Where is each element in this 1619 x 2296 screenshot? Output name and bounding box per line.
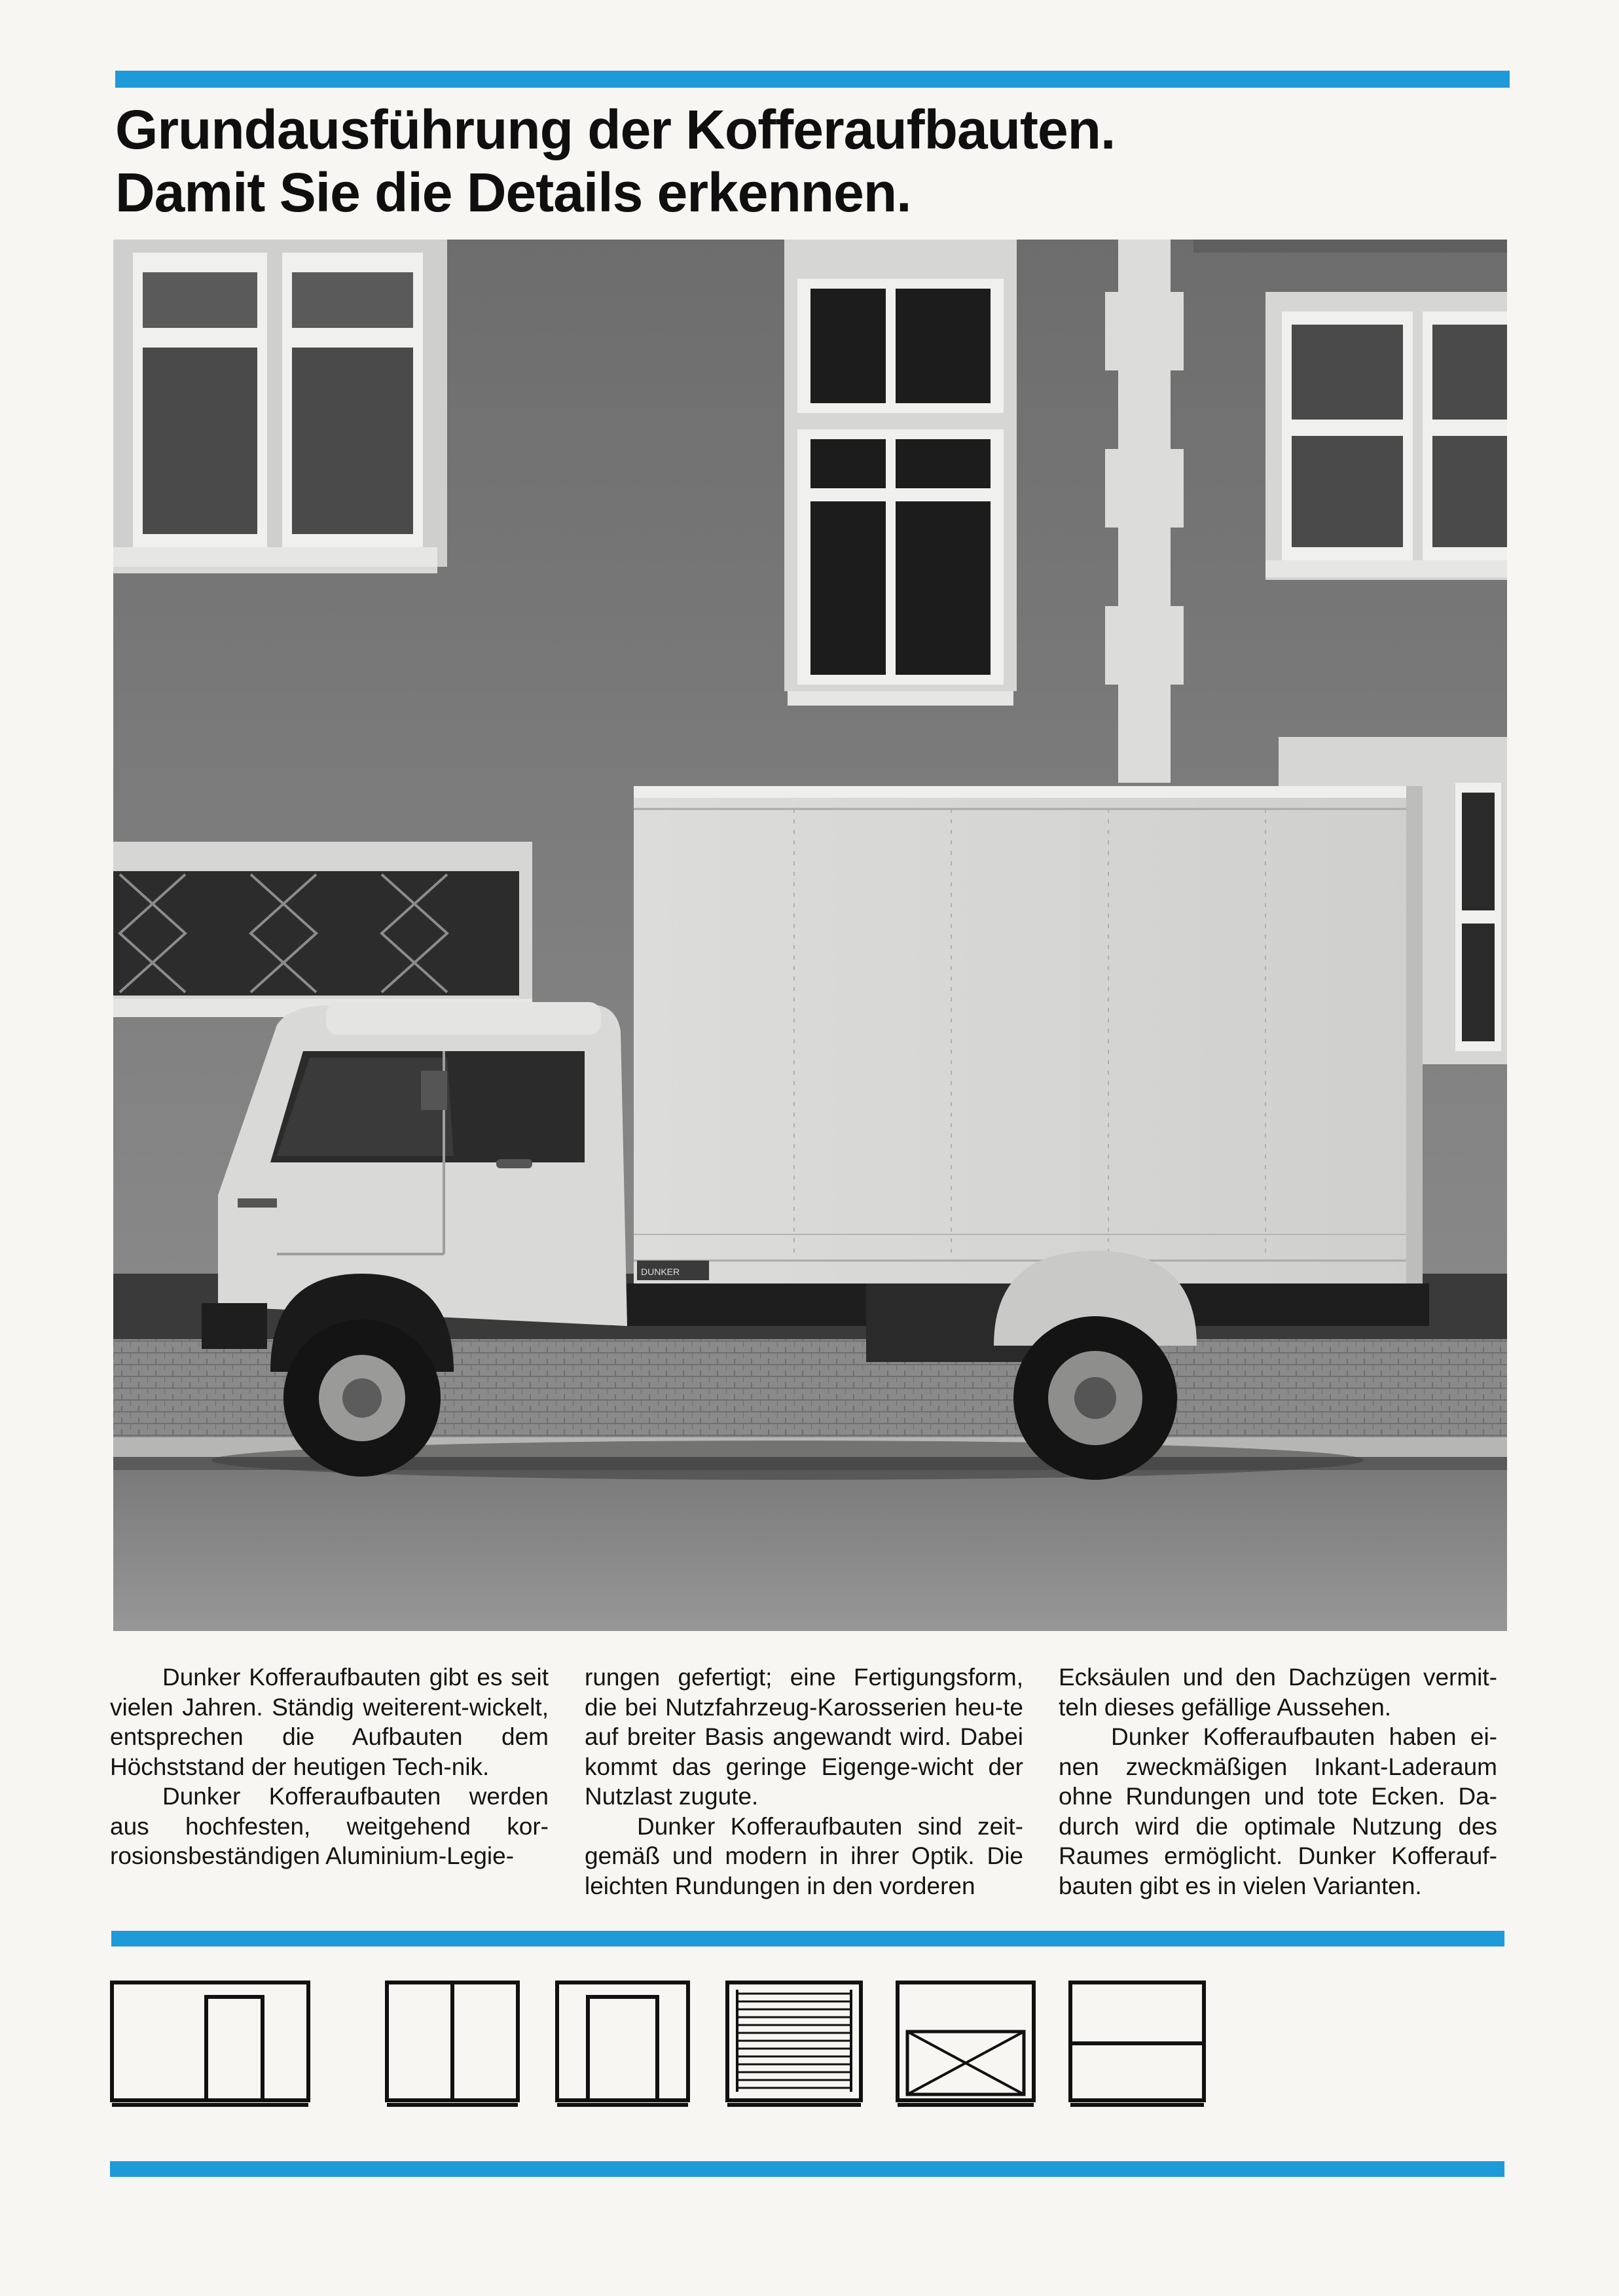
paragraph: rungen gefertigt; eine Fertigungsform, die bei Nutzfahrzeug-Karosserien heu-te auf breiter Basis angewandt wird. Dabei kommt das geringe Eigenge-wicht der Nutzlast zugute. (585, 1664, 1023, 1810)
paragraph: Ecksäulen und den Dachzügen vermit-teln dieses gefällige Aussehen. (1059, 1664, 1497, 1721)
paragraph: Dunker Kofferaufbauten sind zeit-gemäß und modern in ihrer Optik. Die leichten Rundungen in den vorderen (585, 1812, 1023, 1899)
single-side-door-icon (110, 1981, 310, 2110)
page-title (115, 98, 1510, 224)
box-plate: DUNKER (641, 1266, 680, 1277)
middle-blue-rule (111, 1931, 1504, 1946)
single-door-icon (555, 1981, 690, 2110)
double-door-icon (385, 1981, 520, 2110)
bottom-blue-rule (110, 2161, 1504, 2177)
split-door-icon (1068, 1981, 1206, 2110)
tail-lift-icon (896, 1981, 1036, 2110)
text-column-3 (1059, 1662, 1497, 1901)
paragraph: Dunker Kofferaufbauten haben ei-nen zweckmäßigen Inkant-Laderaum ohne Rundungen und tote Ecken. Da-durch wird die optimale Nutzung des Raumes ermöglicht. Dunker Kofferauf-bauten gibt es in vielen Varianten. (1059, 1723, 1497, 1899)
roller-shutter-icon (725, 1981, 863, 2110)
paragraph: Dunker Kofferaufbauten werden aus hochfesten, weitgehend kor-rosionsbeständigen Aluminium-Legie- (110, 1783, 549, 1869)
truck-photo (113, 240, 1507, 1631)
title-line-2: Damit Sie die Details erkennen. (115, 162, 911, 223)
text-column-1 (110, 1662, 549, 1871)
text-column-2 (585, 1662, 1023, 1901)
top-blue-rule (115, 71, 1510, 88)
title-line-1: Grundausführung der Kofferaufbauten. (115, 99, 1116, 160)
paragraph: Dunker Kofferaufbauten gibt es seit vielen Jahren. Ständig weiterent-wickelt, entsprechen die Aufbauten dem Höchststand der heutigen Tech-nik. (110, 1664, 549, 1780)
